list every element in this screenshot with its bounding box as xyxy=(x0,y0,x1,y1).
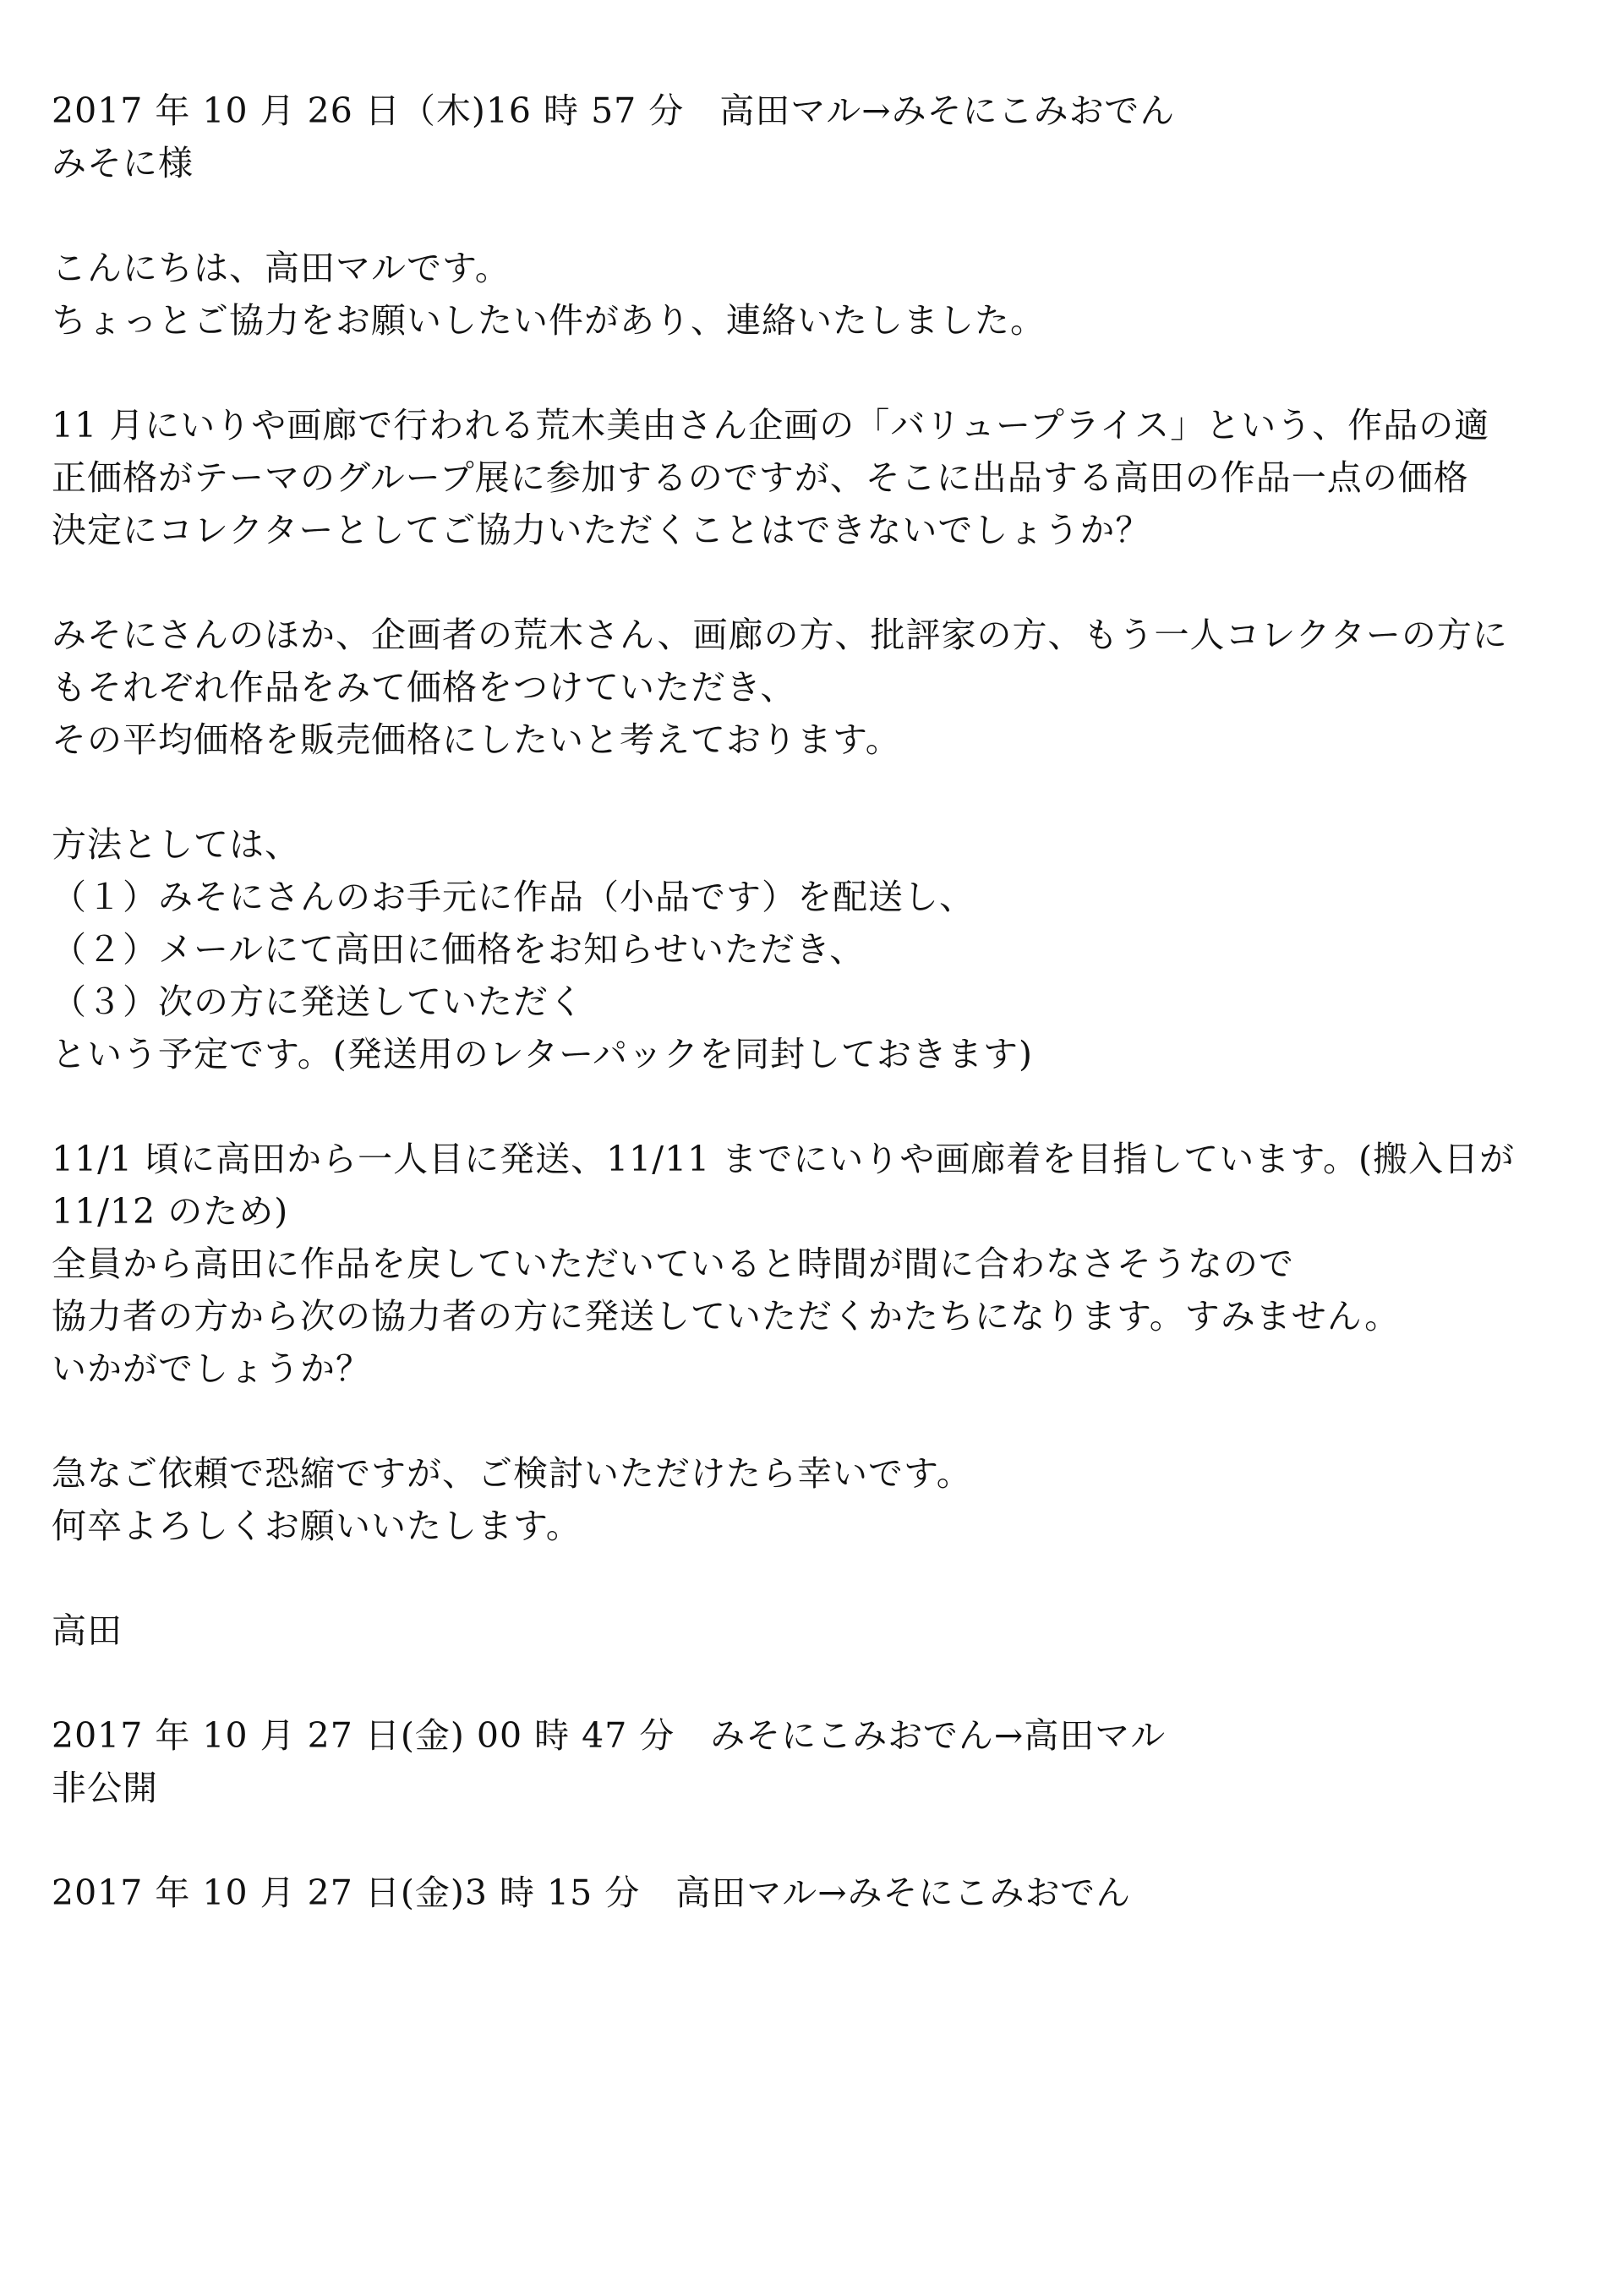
blank-line xyxy=(52,1814,1607,1867)
blank-line xyxy=(52,1657,1607,1709)
text-line: 決定にコレクターとしてご協力いただくことはできないでしょうか？ xyxy=(52,510,1151,550)
message-header: 2017 年 10 月 27 日(金) 00 時 47 分 みそにこみおでん→高田マル xyxy=(52,1715,1167,1756)
signature: 高田 xyxy=(52,1610,123,1651)
blank-line xyxy=(52,347,1607,399)
text-line: 11/1 頃に高田から一人目に発送、11/11 までにいりや画廊着を目指しています。(搬入日が xyxy=(52,1139,1516,1179)
message-header: 2017 年 10 月 27 日(金)3 時 15 分 高田マル→みそにこみおでん xyxy=(52,1872,1132,1913)
text-line: 方法としては、 xyxy=(52,824,300,865)
text-line: いかがでしょうか？ xyxy=(52,1348,371,1389)
salutation: みそに様 xyxy=(52,143,194,183)
text-line: 協力者の方から次の協力者の方に発送していただくかたちになります。すみません。 xyxy=(52,1296,1401,1337)
text-line: みそにさんのほか、企画者の荒木さん、画廊の方、批評家の方、もう一人コレクターの方に xyxy=(52,615,1508,655)
text-line: もそれぞれ作品をみて価格をつけていただき、 xyxy=(52,667,796,708)
blank-line xyxy=(52,189,1607,242)
list-item: （１）みそにさんのお手元に作品（小品です）を配送し、 xyxy=(52,877,975,917)
text-line: 何卒よろしくお願いいたします。 xyxy=(52,1506,582,1546)
blank-line xyxy=(52,556,1607,609)
list-item: （３）次の方に発送していただく xyxy=(52,981,584,1022)
text-line: という予定です。(発送用のレターパックを同封しておきます) xyxy=(52,1034,1034,1074)
blank-line xyxy=(52,766,1607,818)
blank-line xyxy=(52,1552,1607,1604)
blank-line xyxy=(52,1395,1607,1447)
text-line: 正価格がテーマのグループ展に参加するのですが、そこに出品する高田の作品一点の価格 xyxy=(52,457,1469,498)
message-header: 2017 年 10 月 26 日（木)16 時 57 分 高田マル→みそにこみおでん xyxy=(52,90,1176,131)
text-line: ちょっとご協力をお願いしたい件があり、連絡いたしました。 xyxy=(52,300,1046,341)
text-line: 非公開 xyxy=(52,1768,158,1808)
text-line: 急なご依頼で恐縮ですが、ご検討いただけたら幸いです。 xyxy=(52,1453,972,1494)
text-line: こんにちは、高田マルです。 xyxy=(52,248,511,288)
text-line: 11 月にいりや画廊で行われる荒木美由さん企画の「バリュープライス」という、作品の適 xyxy=(52,405,1490,446)
text-line: 全員から高田に作品を戻していただいていると時間が間に合わなさそうなので xyxy=(52,1244,1294,1284)
blank-line xyxy=(52,1080,1607,1133)
text-line: 11/12 のため) xyxy=(52,1191,289,1232)
text-line: その平均価格を販売価格にしたいと考えております。 xyxy=(52,719,901,760)
letter-document xyxy=(52,85,1607,1919)
list-item: （２）メールにて高田に価格をお知らせいただき、 xyxy=(52,929,866,970)
